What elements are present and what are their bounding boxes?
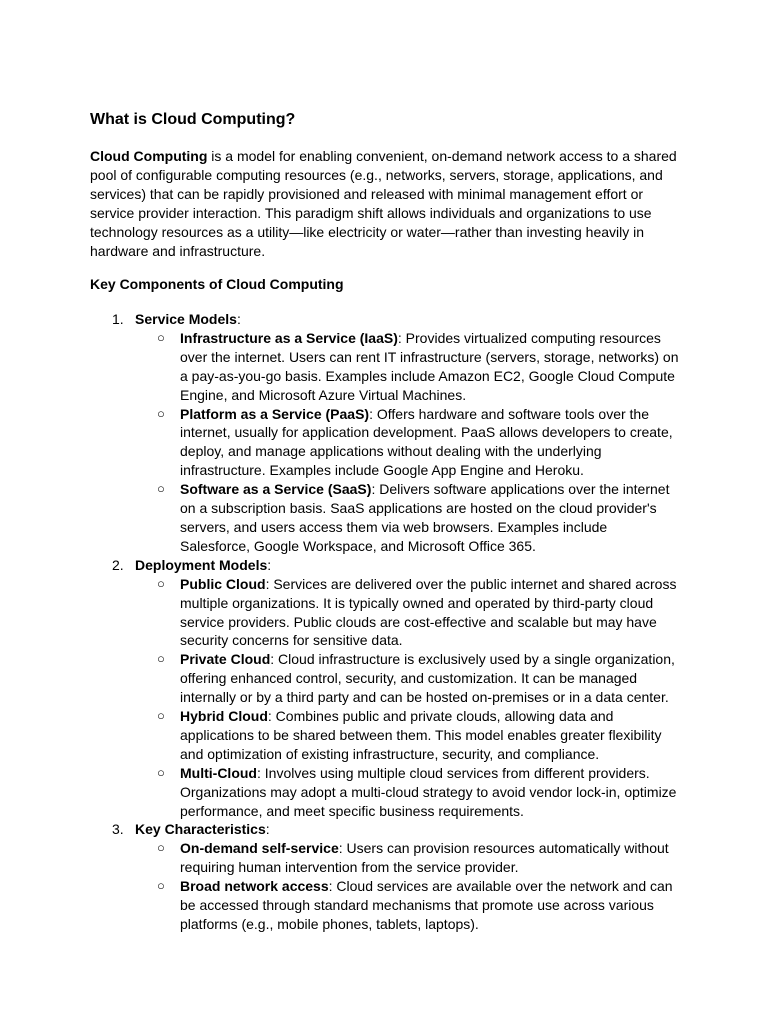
section-items <box>135 329 680 556</box>
item-text: : Involves using multiple cloud services from different providers. Organizations may adopt a multi-cloud strategy to avoid vendor lock-in, optimize performance, and meet specific business requirements. <box>180 764 677 819</box>
item-term: Hybrid Cloud <box>180 708 268 725</box>
section-items <box>135 839 680 934</box>
intro-paragraph <box>90 147 680 260</box>
hollow-circle-bullet-icon: ○ <box>157 878 165 894</box>
item-text: : Cloud infrastructure is exclusively used by a single organization, offering enhanced control, security, and customization. It can be managed internally or by a third party and can be hosted on-premises or in a data center. <box>180 651 675 706</box>
hollow-circle-bullet-icon: ○ <box>157 329 165 345</box>
list-item <box>135 764 680 821</box>
hollow-circle-bullet-icon: ○ <box>157 405 165 421</box>
section-items <box>135 575 680 821</box>
section-title: Deployment Models <box>135 556 268 573</box>
section-number: 3. <box>112 821 124 838</box>
item-term: Multi-Cloud <box>180 764 257 781</box>
hollow-circle-bullet-icon: ○ <box>157 481 165 497</box>
list-item <box>135 650 680 707</box>
hollow-circle-bullet-icon: ○ <box>157 708 165 724</box>
item-text: : Delivers software applications over the internet on a subscription basis. SaaS applications are hosted on the cloud provider's servers, and users access them via web browsers. Examples include Salesforce, Google Workspace, and Microsoft Office 365. <box>180 481 670 554</box>
section-key-characteristics: 3. Key Characteristics: ○ On-demand self-service: Users can provision resources automatically without requiring human intervention from the service provider. ○ Broad network access: Cloud services are available over the network and can be accessed through standard mechanisms that promote use across various platforms (e.g., mobile phones, tablets, laptops). <box>90 820 680 933</box>
item-term: Infrastructure as a Service (IaaS) <box>180 329 398 346</box>
item-text: : Services are delivered over the public internet and shared across multiple organizations. It is typically owned and operated by third-party cloud service providers. Public clouds are cost-effective and scalable but may have security concerns for sensitive data. <box>180 575 677 649</box>
list-item <box>135 839 680 877</box>
hollow-circle-bullet-icon: ○ <box>157 651 165 667</box>
section-title: Key Characteristics <box>135 821 266 838</box>
item-term: Private Cloud <box>180 651 271 668</box>
item-text: : Users can provision resources automatically without requiring human intervention from the service provider. <box>180 840 669 876</box>
item-term: Platform as a Service (PaaS) <box>180 405 370 422</box>
item-text: : Offers hardware and software tools over the internet, usually for application development. PaaS allows developers to create, deploy, and manage applications without dealing with the underlying infrastructure. Examples include Google App Engine and Heroku. <box>180 405 673 479</box>
list-item <box>135 877 680 934</box>
item-term: Software as a Service (SaaS) <box>180 481 372 498</box>
list-item <box>135 329 680 405</box>
section-title: Service Models <box>135 311 237 327</box>
list-item <box>135 480 680 556</box>
item-term: Broad network access <box>180 878 329 895</box>
item-text: : Cloud services are available over the network and can be accessed through standard mechanisms that promote use across various platforms (e.g., mobile phones, tablets, laptops). <box>180 878 673 932</box>
page-title: What is Cloud Computing? <box>90 111 296 128</box>
hollow-circle-bullet-icon: ○ <box>157 840 165 856</box>
hollow-circle-bullet-icon: ○ <box>157 764 165 780</box>
hollow-circle-bullet-icon: ○ <box>157 575 165 591</box>
section-deployment-models: 2. Deployment Models: ○ Public Cloud: Services are delivered over the public internet and shared across multiple organizations. It is typically owned and operated by third-party cloud service providers. Public clouds are cost-effective and scalable but may have security concerns for sensitive data. ○ Private Cloud: Cloud infrastructure is exclusively used by a single organization, offering enhanced control, security, and customization. It can be managed internally or by a third party and can be hosted on-premises or in a data center. ○ Hybrid Cloud: Combines public and private clouds, allowing data and applications to be shared between them. This model enables greater flexibility and optimization of existing infrastructure, security, and compliance. ○ Multi-Cloud: Involves using multiple cloud services from different providers. Organizations may adopt a multi-cloud strategy to avoid vendor lock-in, optimize performance, and meet specific business requirements. <box>90 556 680 821</box>
item-term: Public Cloud <box>180 575 266 592</box>
sections-list <box>90 310 680 934</box>
intro-term: Cloud Computing <box>90 148 208 164</box>
section-number: 1. <box>112 311 124 327</box>
key-components-heading: Key Components of Cloud Computing <box>90 276 344 292</box>
list-item <box>135 575 680 651</box>
item-text: : Provides virtualized computing resources over the internet. Users can rent IT infrastructure (servers, storage, networks) on a pay-as-you-go basis. Examples include Amazon EC2, Google Cloud Compute Engine, and Microsoft Azure Virtual Machines. <box>180 329 679 403</box>
section-number: 2. <box>112 556 124 573</box>
section-service-models: 1. Service Models: ○ Infrastructure as a Service (IaaS): Provides virtualized computing resources over the internet. Users can rent IT infrastructure (servers, storage, networks) on a pay-as-you-go basis. Examples include Amazon EC2, Google Cloud Compute Engine, and Microsoft Azure Virtual Machines. ○ Platform as a Service (PaaS): Offers hardware and software tools over the internet, usually for application development. PaaS allows developers to create, deploy, and manage applications without dealing with the underlying infrastructure. Examples include Google App Engine and Heroku. ○ Software as a Service (SaaS): Delivers software applications over the internet on a subscription basis. SaaS applications are hosted on the cloud provider's servers, and users access them via web browsers. Examples include Salesforce, Google Workspace, and Microsoft Office 365. <box>112 311 679 554</box>
list-item <box>135 405 680 481</box>
intro-text: is a model for enabling convenient, on-demand network access to a shared pool of configurable computing resources (e.g., networks, servers, storage, applications, and services) that can be rapidly provisioned and released with minimal management effort or service provider interaction. This paradigm shift allows individuals and organizations to use technology resources as a utility—like electricity or water—rather than investing heavily in hardware and infrastructure. <box>90 148 677 259</box>
list-item <box>135 707 680 764</box>
item-term: On-demand self-service <box>180 840 339 857</box>
item-text: : Combines public and private clouds, allowing data and applications to be shared between them. This model enables greater flexibility and optimization of existing infrastructure, security, and compliance. <box>180 708 662 762</box>
